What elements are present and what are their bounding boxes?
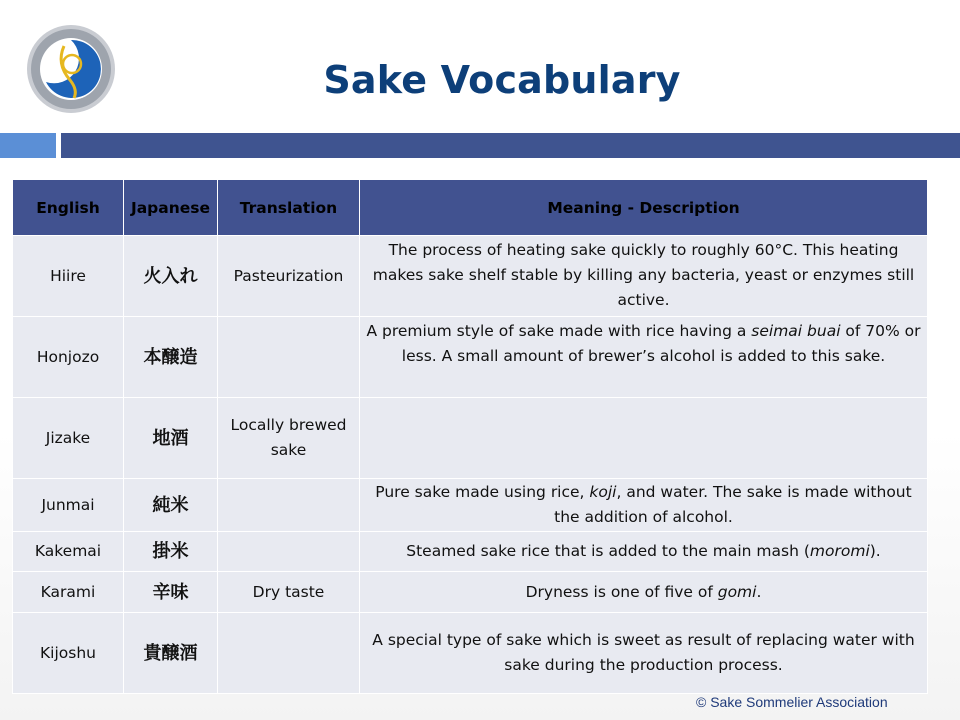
header-accent-bar: [0, 133, 56, 158]
description-text: Dryness is one of five of: [525, 582, 718, 601]
column-header-translation: Translation: [218, 180, 360, 236]
translation-cell: Dry taste: [218, 572, 360, 613]
english-cell: Hiire: [13, 236, 124, 317]
japanese-cell: 火入れ: [124, 236, 218, 317]
english-cell: Kijoshu: [13, 613, 124, 694]
english-cell: Honjozo: [13, 317, 124, 398]
description-text: , and water. The sake is made without the addition of alcohol.: [554, 483, 912, 526]
english-cell: Kakemai: [13, 532, 124, 572]
description-term: koji: [589, 483, 617, 501]
translation-cell: [218, 532, 360, 572]
description-cell: [360, 572, 928, 613]
column-header-description: Meaning - Description: [360, 180, 928, 236]
header-divider-bar: [61, 133, 960, 158]
english-cell: Jizake: [13, 398, 124, 479]
table-row: [13, 398, 928, 479]
japanese-cell: 貴醸酒: [124, 613, 218, 694]
table-row: [13, 236, 928, 317]
translation-cell: Locally brewed sake: [218, 398, 360, 479]
japanese-cell: 本醸造: [124, 317, 218, 398]
description-cell: The process of heating sake quickly to roughly 60°C. This heating makes sake shelf stable by killing any bacteria, yeast or enzymes still active.: [360, 236, 928, 317]
description-text: ).: [869, 542, 881, 560]
table-row: [13, 479, 928, 532]
japanese-cell: 純米: [124, 479, 218, 532]
japanese-cell: 掛米: [124, 532, 218, 572]
description-text: Pure sake made using rice,: [375, 483, 590, 501]
copyright-footer: © Sake Sommelier Association: [696, 694, 888, 710]
japanese-cell: 辛味: [124, 572, 218, 613]
description-text: .: [756, 582, 762, 601]
description-term: gomi: [717, 582, 757, 601]
description-cell: A special type of sake which is sweet as result of replacing water with sake during the production process.: [360, 613, 928, 694]
table-row: [13, 317, 928, 398]
vocabulary-table: [12, 179, 928, 694]
description-term: seimai buai: [751, 322, 841, 340]
description-text: of 70% or less. A small amount of brewer’s alcohol is added to this sake.: [401, 322, 921, 365]
table-header-row: [13, 180, 928, 236]
japanese-cell: 地酒: [124, 398, 218, 479]
table-row: [13, 572, 928, 613]
translation-cell: [218, 317, 360, 398]
description-text: A premium style of sake made with rice having a: [366, 322, 752, 340]
description-text: Steamed sake rice that is added to the main mash (: [406, 542, 810, 560]
description-cell: [360, 532, 928, 572]
description-cell: [360, 479, 928, 532]
table-row: [13, 613, 928, 694]
column-header-japanese: Japanese: [124, 180, 218, 236]
translation-cell: [218, 613, 360, 694]
translation-cell: [218, 479, 360, 532]
table-row: [13, 532, 928, 572]
description-cell: [360, 317, 928, 398]
page-title: Sake Vocabulary: [323, 58, 681, 102]
english-cell: Karami: [13, 572, 124, 613]
description-cell: [360, 398, 928, 479]
column-header-english: English: [13, 180, 124, 236]
description-term: moromi: [809, 542, 870, 560]
translation-cell: Pasteurization: [218, 236, 360, 317]
english-cell: Junmai: [13, 479, 124, 532]
